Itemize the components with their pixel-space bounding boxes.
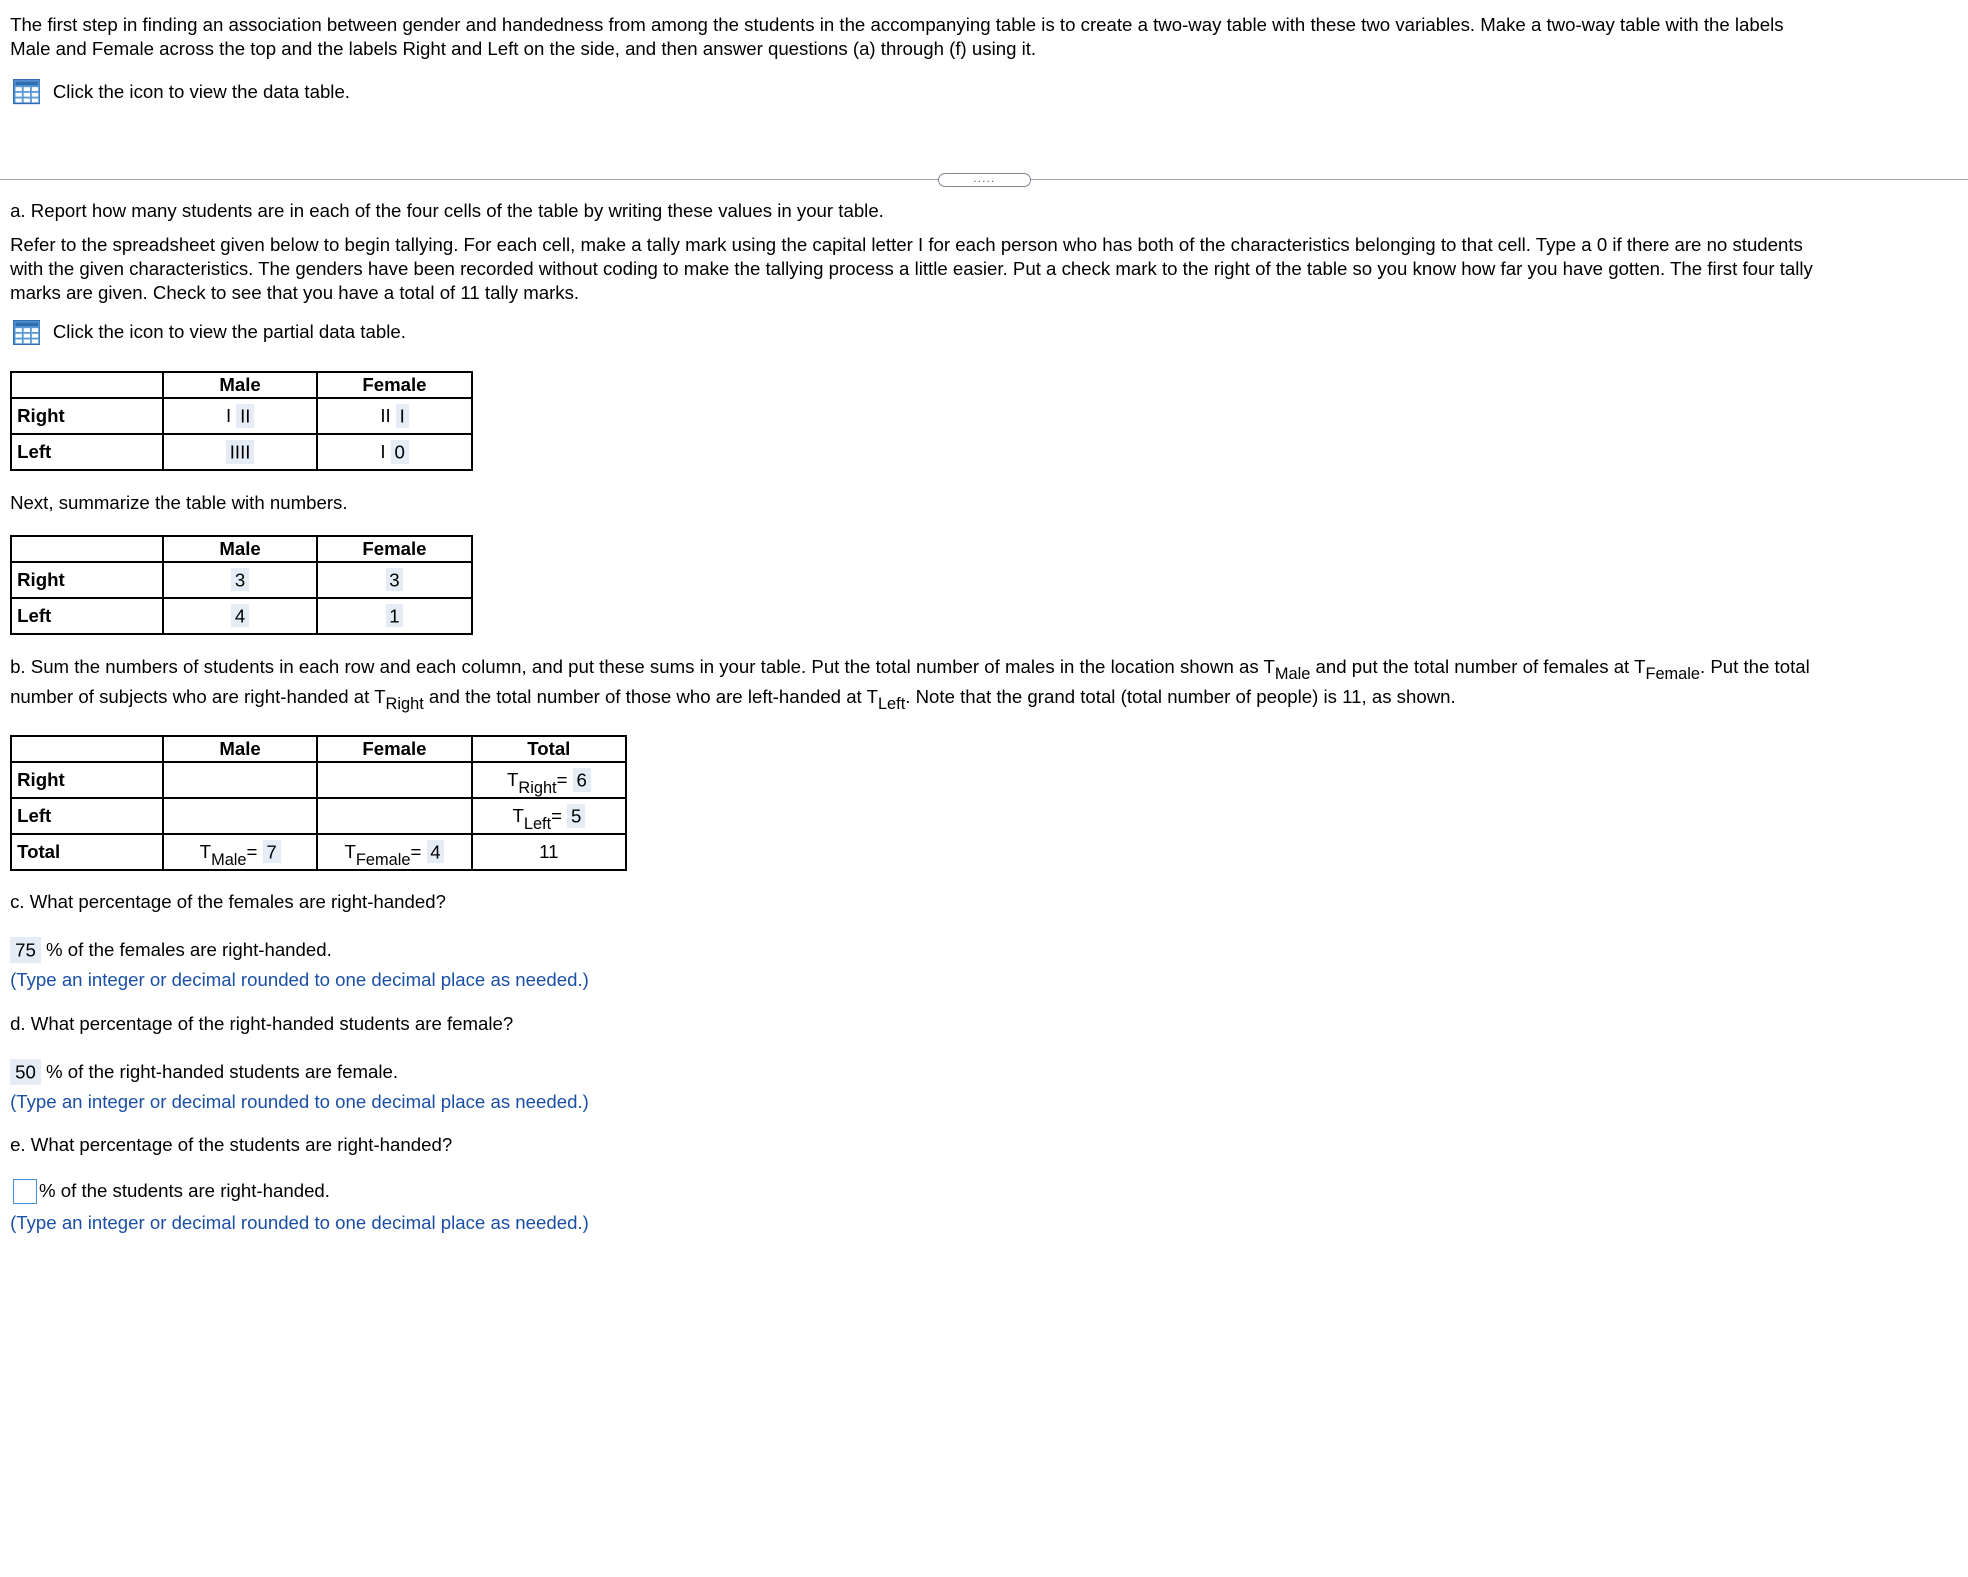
part-b-text: and put the total number of females at T [1310, 655, 1646, 677]
col-header-male: Male [163, 536, 317, 562]
table-icon[interactable] [13, 79, 41, 104]
given-tally: I [380, 441, 386, 463]
t-left-input[interactable]: 5 [567, 804, 585, 828]
part-a-instruction-3: marks are given. Check to see that you have a total of 11 tally marks. [10, 281, 580, 303]
subscript: Female [1645, 665, 1701, 684]
part-c-answer-line [10, 938, 332, 962]
part-b-text: and the total number of those who are left-handed at T [423, 686, 878, 707]
part-a-instruction-2: with the given characteristics. The genders have been recorded without coding to make the tallying process a little easier. Put a check mark to the right of the table so you know how far you have gotten. The first four tally [10, 257, 1813, 279]
col-header-male: Male [163, 372, 317, 398]
part-d-answer-line [10, 1060, 398, 1084]
tally-right-female [317, 398, 471, 434]
data-table-link[interactable] [13, 79, 350, 104]
part-b-text: . Note that the grand total (total number of people) is 11, as shown. [905, 686, 1456, 707]
given-tally: I [225, 405, 232, 427]
corner-cell [11, 536, 163, 562]
tally-input[interactable]: I [396, 404, 409, 428]
row-header-total: Total [11, 834, 163, 870]
part-c-answer-input[interactable]: 75 [10, 937, 41, 963]
t-male-input[interactable]: 7 [263, 840, 281, 864]
t-symbol: T [344, 841, 356, 863]
expand-handle[interactable]: ..... [938, 173, 1031, 188]
col-header-female: Female [317, 536, 471, 562]
given-tally: II [380, 405, 391, 427]
t-left-cell [472, 798, 626, 834]
t-female-input[interactable]: 4 [427, 840, 445, 864]
empty-cell [317, 798, 471, 834]
t-right-cell [472, 762, 626, 798]
part-b-text: b. Sum the numbers of students in each row and each column, and put these sums in your table. Put the total number of males in the location shown as T [10, 655, 1275, 677]
count-table [10, 535, 473, 635]
row-header-right: Right [11, 562, 163, 598]
count-right-male-cell [163, 562, 317, 598]
t-symbol: T [507, 769, 519, 791]
col-header-female: Female [317, 736, 471, 762]
grand-total: 11 [472, 834, 626, 870]
part-a-question: a. Report how many students are in each of the four cells of the table by writing these values in your table. [10, 199, 884, 221]
part-b-text: number of subjects who are right-handed at T [10, 686, 386, 707]
tally-right-male [163, 398, 317, 434]
equals-sign: = [246, 841, 258, 863]
t-symbol: T [199, 841, 212, 863]
part-c-answer-text: % of the females are right-handed. [46, 939, 332, 961]
tally-input[interactable]: 0 [391, 440, 409, 464]
row-header-left: Left [11, 598, 163, 634]
subscript: Right [518, 778, 557, 797]
count-input[interactable]: 3 [386, 568, 404, 592]
subscript: Right [385, 695, 424, 714]
summarize-text: Next, summarize the table with numbers. [10, 492, 348, 514]
subscript: Male [211, 850, 247, 869]
col-header-total: Total [472, 736, 626, 762]
t-symbol: T [512, 805, 524, 827]
part-e-question: e. What percentage of the students are right-handed? [10, 1134, 453, 1156]
intro-line-2: Male and Female across the top and the labels Right and Left on the side, and then answer questions (a) through (f) using it. [10, 37, 1037, 59]
tally-table [10, 371, 473, 471]
part-b-line-2 [10, 685, 1456, 714]
equals-sign: = [551, 805, 563, 827]
part-a-instruction-1: Refer to the spreadsheet given below to begin tallying. For each cell, make a tally mark using the capital letter I for each person who has both of the characteristics belonging to that cell. Type a 0 if there are no students [10, 233, 1803, 255]
subscript: Female [355, 850, 411, 869]
col-header-male: Male [163, 736, 317, 762]
part-d-answer-input[interactable]: 50 [10, 1059, 41, 1085]
part-b-line-1 [10, 655, 1810, 684]
tally-left-female [317, 434, 471, 470]
equals-sign: = [410, 841, 422, 863]
t-right-input[interactable]: 6 [573, 768, 591, 792]
row-header-left: Left [11, 798, 163, 834]
corner-cell [11, 736, 163, 762]
part-c-question: c. What percentage of the females are right-handed? [10, 891, 446, 913]
tally-input[interactable]: IIII [226, 440, 254, 464]
t-male-cell [163, 834, 317, 870]
subscript: Male [1274, 665, 1311, 684]
part-e-answer-input[interactable] [13, 1179, 37, 1204]
count-right-female-cell [317, 562, 471, 598]
part-d-hint: (Type an integer or decimal rounded to one decimal place as needed.) [10, 1091, 589, 1113]
subscript: Left [523, 814, 552, 833]
row-header-right: Right [11, 762, 163, 798]
subscript: Left [877, 695, 906, 714]
part-c-hint: (Type an integer or decimal rounded to one decimal place as needed.) [10, 969, 589, 991]
row-header-right: Right [11, 398, 163, 434]
intro-line-1: The first step in finding an association between gender and handedness from among the students in the accompanying table is to create a two-way table with these two variables. Make a two-way table with the labels [10, 13, 1784, 35]
count-input[interactable]: 1 [386, 604, 404, 628]
count-left-male-cell [163, 598, 317, 634]
part-b-text: . Put the total [1700, 655, 1810, 677]
tally-input[interactable]: II [236, 404, 254, 428]
empty-cell [317, 762, 471, 798]
part-e-answer-text: % of the students are right-handed. [39, 1179, 330, 1201]
tally-left-male [163, 434, 317, 470]
col-header-female: Female [317, 372, 471, 398]
part-d-question: d. What percentage of the right-handed students are female? [10, 1013, 514, 1035]
partial-table-link[interactable] [13, 320, 406, 345]
table-icon[interactable] [13, 320, 41, 345]
t-female-cell [317, 834, 471, 870]
partial-table-link-label[interactable]: Click the icon to view the partial data table. [52, 321, 406, 343]
empty-cell [163, 798, 317, 834]
count-left-female-cell [317, 598, 471, 634]
part-e-answer-line [13, 1179, 330, 1205]
corner-cell [11, 372, 163, 398]
equals-sign: = [556, 769, 568, 791]
data-table-link-label[interactable]: Click the icon to view the data table. [52, 80, 350, 102]
totals-table [10, 735, 627, 871]
empty-cell [163, 762, 317, 798]
part-d-answer-text: % of the right-handed students are female. [46, 1061, 399, 1083]
row-header-left: Left [11, 434, 163, 470]
count-input[interactable]: 4 [231, 604, 249, 628]
count-input[interactable]: 3 [231, 568, 249, 592]
part-e-hint: (Type an integer or decimal rounded to one decimal place as needed.) [10, 1212, 589, 1234]
